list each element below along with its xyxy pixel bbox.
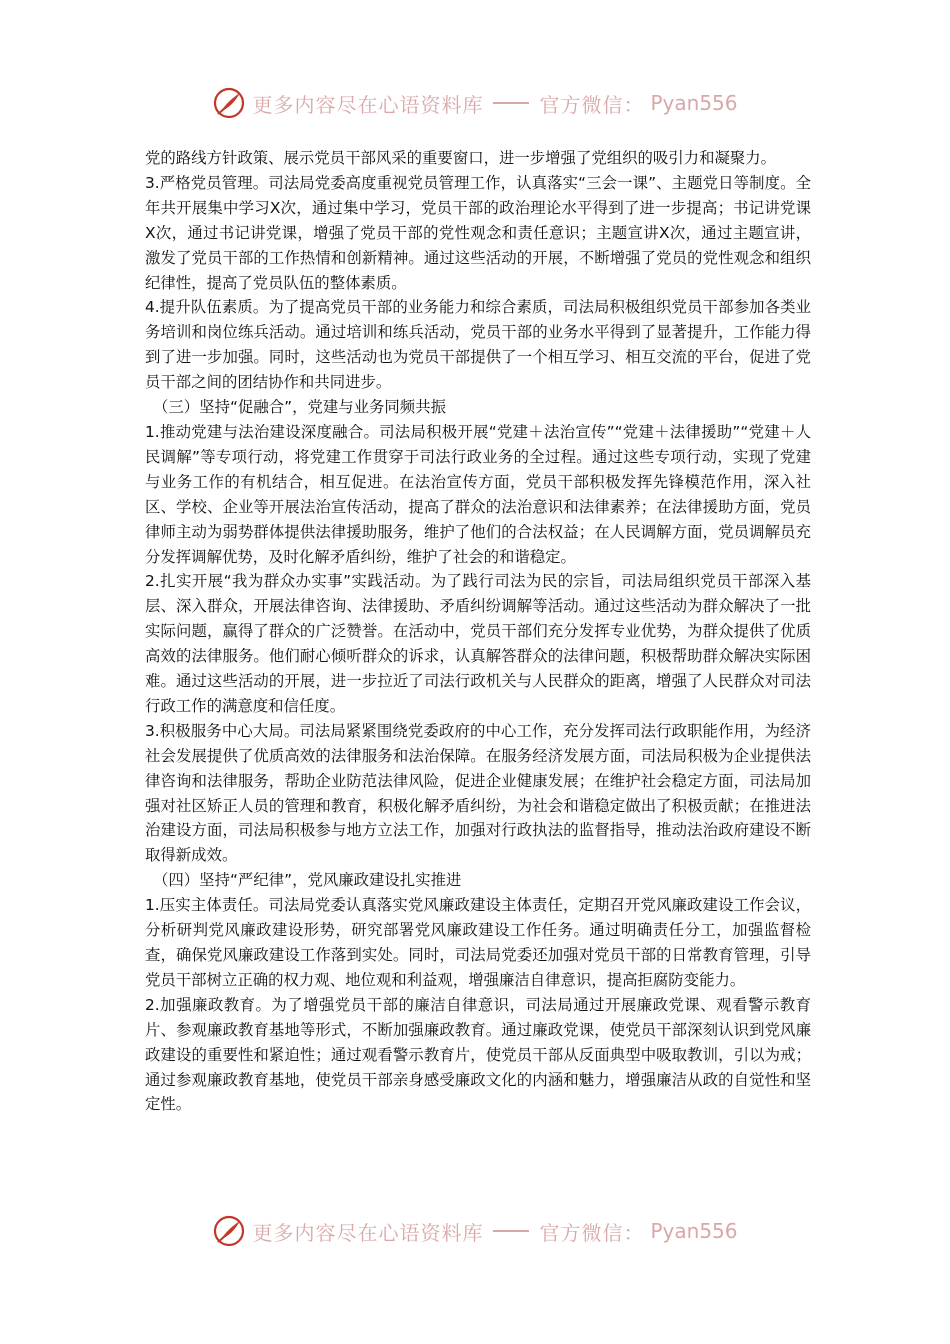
paragraph: 2.扎实开展“我为群众办实事”实践活动。为了践行司法为民的宗旨，司法局组织党员干部深入基层、深入群众，开展法律咨询、法律援助、矛盾纠纷调解等活动。通过这些活动为群众解决了一批实际问题，赢得了群众的广泛赞誉。在活动中，党员干部们充分发挥专业优势，为群众提供了优质高效的法律服务。他们耐心倾听群众的诉求，认真解答群众的法律问题，积极帮助群众解决实际困难。通过这些活动的开展，进一步拉近了司法行政机关与人民群众的距离，增强了人民群众对司法行政工作的满意度和信任度。 <box>145 572 811 715</box>
quill-logo-icon <box>212 86 246 120</box>
paragraph: 3.积极服务中心大局。司法局紧紧围绕党委政府的中心工作，充分发挥司法行政职能作用，为经济社会发展提供了优质高效的法律服务和法治保障。在服务经济发展方面，司法局积极为企业提供法律咨询和法律服务，帮助企业防范法律风险，促进企业健康发展；在维护社会稳定方面，司法局加强对社区矫正人员的管理和教育，积极化解矛盾纠纷，为社会和谐稳定做出了积极贡献；在推进法治建设方面，司法局积极参与地方立法工作，加强对行政执法的监督指导，推动法治政府建设不断取得新成效。 <box>145 721 811 865</box>
watermark-label: 官方微信： <box>539 1220 645 1245</box>
paragraph: 3.严格党员管理。司法局党委高度重视党员管理工作，认真落实“三会一课”、主题党日等制度。全年共开展集中学习X次，通过集中学习，党员干部的政治理论水平得到了进一步提高；书记讲党课X次，通过书记讲党课，增强了党员干部的党性观念和责任意识；主题宣讲X次，通过主题宣讲，激发了党员干部的工作热情和创新精神。通过这些活动的开展，不断增强了党员的党性观念和组织纪律性，提高了党员队伍的整体素质。 <box>145 173 811 292</box>
document-body <box>145 146 811 1117</box>
watermark-id: Pyan556 <box>650 91 738 115</box>
paragraph: 党的路线方针政策、展示党员干部风采的重要窗口，进一步增强了党组织的吸引力和凝聚力。 <box>145 149 777 167</box>
paragraph: 1.压实主体责任。司法局党委认真落实党风廉政建设主体责任，定期召开党风廉政建设工作会议，分析研判党风廉政建设形势，研究部署党风廉政建设工作任务。通过明确责任分工，加强监督检查，确保党风廉政建设工作落到实处。同时，司法局党委还加强对党员干部的日常教育管理，引导党员干部树立正确的权力观、地位观和利益观，增强廉洁自律意识，提高拒腐防变能力。 <box>145 896 811 989</box>
quill-logo-icon <box>212 1214 246 1248</box>
watermark-id: Pyan556 <box>650 1219 738 1243</box>
watermark-dash <box>493 102 529 104</box>
paragraph: 1.推动党建与法治建设深度融合。司法局积极开展“党建＋法治宣传”“党建＋法律援助”“党建＋人民调解”等专项行动，将党建工作贯穿于司法行政业务的全过程。通过这些专项行动，实现了党建与业务工作的有机结合，相互促进。在法治宣传方面，党员干部积极发挥先锋模范作用，深入社区、学校、企业等开展法治宣传活动，提高了群众的法治意识和法律素养；在法律援助方面，党员律师主动为弱势群体提供法律援助服务，维护了他们的合法权益；在人民调解方面，党员调解员充分发挥调解优势，及时化解矛盾纠纷，维护了社会的和谐稳定。 <box>145 422 811 566</box>
watermark-header <box>0 83 950 123</box>
watermark-label: 官方微信： <box>539 92 645 117</box>
watermark-text: 更多内容尽在心语资料库 <box>252 92 484 117</box>
section-heading: （三）坚持“促融合”，党建与业务同频共振 <box>153 398 446 417</box>
watermark-footer <box>0 1211 950 1251</box>
watermark-text: 更多内容尽在心语资料库 <box>252 1220 484 1245</box>
section-heading: （四）坚持“严纪律”，党风廉政建设扎实推进 <box>153 871 462 890</box>
paragraph: 4.提升队伍素质。为了提高党员干部的业务能力和综合素质，司法局积极组织党员干部参加各类业务培训和岗位练兵活动。通过培训和练兵活动，党员干部的业务水平得到了显著提升，工作能力得到了进一步加强。同时，这些活动也为党员干部提供了一个相互学习、相互交流的平台，促进了党员干部之间的团结协作和共同进步。 <box>145 298 811 392</box>
watermark-dash <box>493 1230 529 1232</box>
paragraph: 2.加强廉政教育。为了增强党员干部的廉洁自律意识，司法局通过开展廉政党课、观看警示教育片、参观廉政教育基地等形式，不断加强廉政教育。通过廉政党课，使党员干部深刻认识到党风廉政建设的重要性和紧迫性；通过观看警示教育片，使党员干部从反面典型中吸取教训，引以为戒；通过参观廉政教育基地，使党员干部亲身感受廉政文化的内涵和魅力，增强廉洁从政的自觉性和坚定性。 <box>145 995 811 1114</box>
